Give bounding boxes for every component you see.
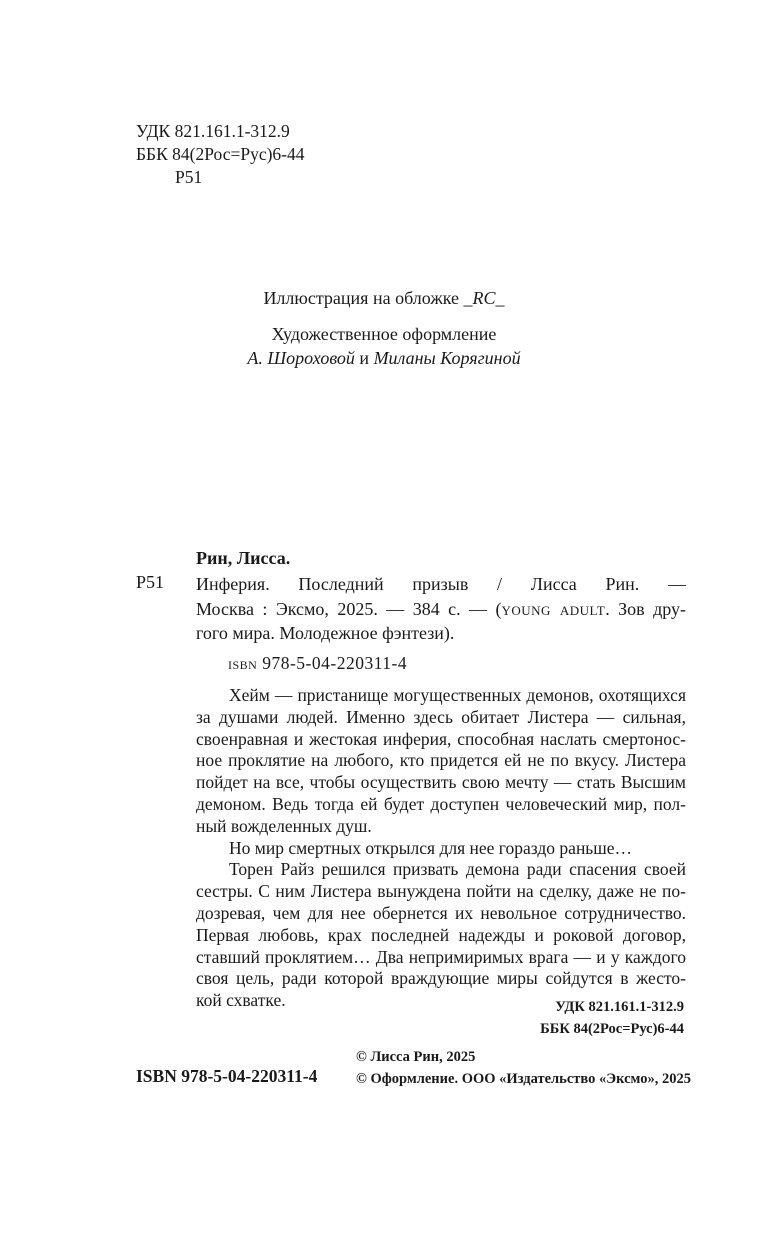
annotation-line: своенравная и жестокая инферия, способная наслать смертонос- <box>196 728 686 749</box>
catalog-line: Инферия. Последний призыв / Лисса Рин. — <box>196 574 686 594</box>
designer-1: А. Шороховой <box>247 348 355 368</box>
cover-label: Иллюстрация на обложке <box>263 288 460 308</box>
annotation-line: за душами людей. Именно здесь обитает Листера — сильная, <box>196 706 686 727</box>
annotation-line: ное проклятие на любого, кто придется ей не по вкусу. Листера <box>196 750 686 771</box>
udk-code: УДК 821.161.1-312.9 <box>136 121 290 141</box>
design-credit-label: Художественное оформление <box>271 324 497 344</box>
copyright-author: © Лисса Рин, 2025 <box>356 1049 476 1065</box>
annotation <box>196 685 686 1012</box>
bbk-code: ББК 84(2Рос=Рус)6-44 <box>136 144 305 164</box>
designers-conjunction: и <box>359 348 370 368</box>
annotation-line: дозревая, чем для нее обернется их невольное сотрудничество. <box>196 902 686 923</box>
cover-illustration-credit <box>0 286 768 310</box>
annotation-line: ставший проклятием… Два непримиримых врага — и у каждого <box>196 946 686 967</box>
annotation-line: Торен Райз решился призвать демона ради спасения своей <box>229 859 686 880</box>
annotation-line: Хейм — пристанище могущественных демонов, охотящихся <box>229 685 686 705</box>
copyright-block <box>356 1046 691 1090</box>
annotation-line: пойдет на все, чтобы осуществить свою мечту — стать Высшим <box>196 772 686 793</box>
footer-isbn: ISBN 978-5-04-220311-4 <box>136 1066 318 1086</box>
designer-2: Миланы Корягиной <box>373 348 521 368</box>
footer-bbk: ББК 84(2Рос=Рус)6-44 <box>540 1021 684 1037</box>
annotation-line: сестры. С ним Листера вынуждена пойти на сделку, даже не по- <box>196 881 686 902</box>
catalog-line: Москва : Эксмо, 2025. — 384 с. — (young adult. Зов дру- <box>196 598 686 619</box>
cover-artist: _RC_ <box>463 288 505 308</box>
footer-udk: УДК 821.161.1-312.9 <box>555 999 684 1015</box>
catalog-description <box>196 572 686 646</box>
series-young-adult: young adult <box>501 598 606 619</box>
annotation-line: своя цель, ради которой враждующие миры сойдутся в жесто- <box>196 968 686 989</box>
annotation-line: ный вожделенных душ. <box>196 815 372 836</box>
catalog-isbn: isbn 978-5-04-220311-4 <box>228 653 408 673</box>
annotation-line: Но мир смертных открылся для нее гораздо раньше… <box>229 837 633 858</box>
bottom-classification-codes <box>540 996 684 1040</box>
catalog-line: гого мира. Молодежное фэнтези). <box>196 623 455 643</box>
annotation-line: Первая любовь, крах последней надежды и роковой договор, <box>196 924 686 945</box>
annotation-line: демоном. Ведь тогда ей будет доступен человеческий мир, пол- <box>196 793 686 814</box>
copyright-design: © Оформление. ООО «Издательство «Эксмо», 2025 <box>356 1071 691 1087</box>
design-credit-names <box>0 346 768 370</box>
catalog-author: Рин, Лисса. <box>196 548 291 568</box>
annotation-line: кой схватке. <box>196 990 286 1011</box>
catalog-mark: Р51 <box>136 572 165 592</box>
author-mark: Р51 <box>175 167 203 187</box>
top-classification-codes <box>136 120 305 189</box>
